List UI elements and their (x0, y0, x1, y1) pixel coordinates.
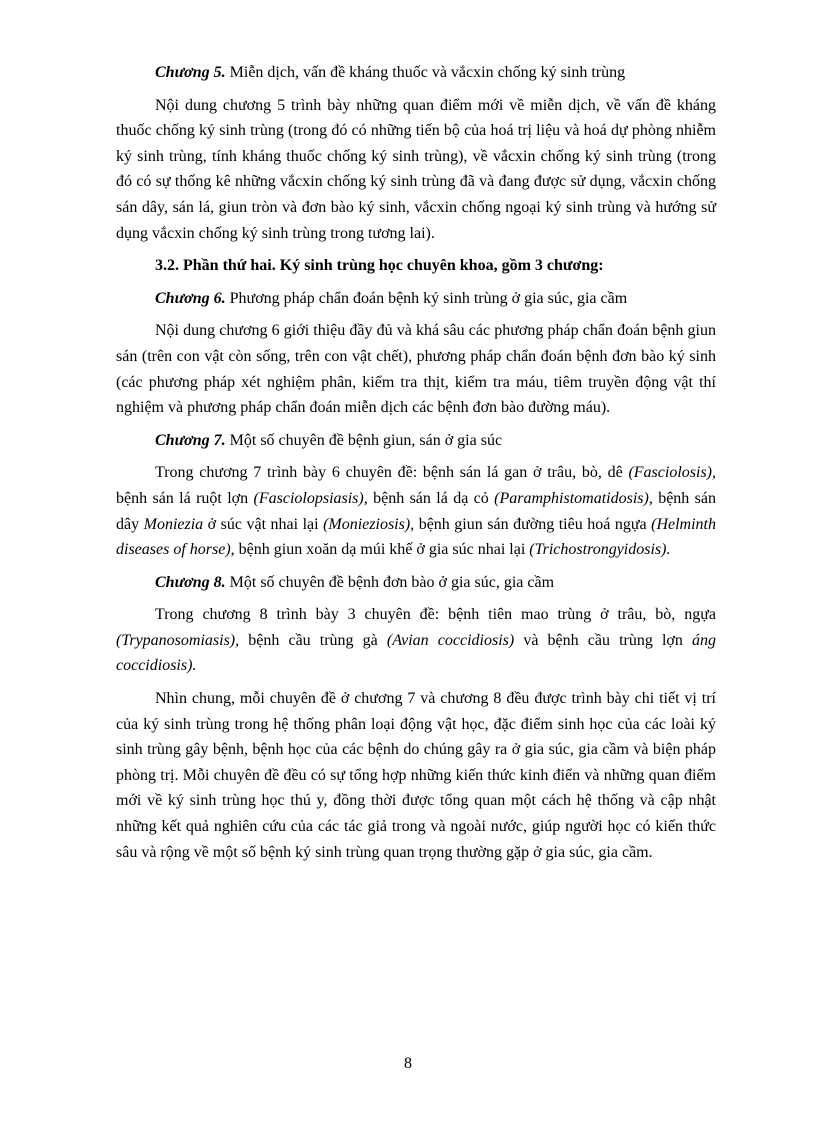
chapter-label: Chương 5. (155, 64, 226, 81)
text-run: bệnh cầu trùng gà (239, 631, 387, 649)
chapter-label: Chương 7. (155, 431, 226, 449)
text-run: Trong chương 7 trình bày 6 chuyên đề: bệnh sán lá gan ở trâu, bò, dê (155, 464, 629, 482)
chapter-label: Chương 8. (155, 573, 226, 591)
chapter-title: Phương pháp chẩn đoán bệnh ký sinh trùng ở gia súc, gia cầm (225, 289, 628, 307)
text-run: bệnh giun xoăn dạ múi khế ở gia súc nhai lại (234, 541, 530, 559)
text-run: và bệnh cầu trùng lợn (514, 631, 692, 649)
chapter-7-heading (116, 428, 716, 454)
chapter-5-heading (116, 60, 716, 86)
text-run: bệnh sán dây (116, 489, 717, 533)
chapter-7-body (116, 460, 716, 562)
text-run: ở súc vật nhai lại (203, 515, 324, 533)
chapter-8-body (116, 602, 716, 679)
latin-term: (Fasciolopsiasis), (253, 489, 368, 507)
page-content (116, 60, 716, 865)
chapter-8-heading (116, 570, 716, 596)
latin-term: (Trichostrongyidosis). (529, 541, 671, 559)
latin-term: (Fasciolosis), (628, 464, 716, 482)
summary-paragraph: Nhìn chung, mỗi chuyên đề ở chương 7 và chương 8 đều được trình bày chi tiết vị trí của ký sinh trùng trong hệ thống phân loại động vật học, đặc điểm sinh học của các loài ký sinh trùng gây bệnh, bệnh học của các bệnh do chúng gây ra ở gia súc, gia cầm và biện pháp phòng trị. Mỗi chuyên đề đều có sự tổng hợp những kiến thức kinh điển và những quan điểm mới về ký sinh trùng học thú y, đồng thời được tổng quan một cách hệ thống và cập nhật những kết quả nghiên cứu của các tác giả trong và ngoài nước, giúp người học có kiến thức sâu và rộng về một số bệnh ký sinh trùng quan trọng thường gặp ở gia súc, gia cầm. (116, 690, 716, 861)
latin-term: Moniezia (143, 515, 204, 533)
chapter-6-body: Nội dung chương 6 giới thiệu đầy đủ và khá sâu các phương pháp chẩn đoán bệnh giun sán (trên con vật còn sống, trên con vật chết), phương pháp chẩn đoán bệnh đơn bào ký sinh (các phương pháp xét nghiệm phân, kiểm tra thịt, kiểm tra máu, tiêm truyền động vật thí nghiệm và phương pháp chẩn đoán miễn dịch các bệnh đơn bào đường máu). (116, 322, 716, 417)
page-number: 8 (404, 1055, 412, 1072)
latin-term: (Avian coccidiosis) (386, 631, 515, 649)
section-heading (116, 253, 716, 279)
text-run: bệnh sán lá ruột lợn (116, 489, 254, 507)
chapter-6-heading (116, 286, 716, 312)
latin-term: (Paramphistomatidosis), (494, 489, 653, 507)
latin-term: (Monieziosis), (323, 515, 415, 533)
latin-term: (Helminth diseases of horse), (116, 515, 716, 559)
section-heading-text: 3.2. Phần thứ hai. Ký sinh trùng học chuyên khoa, gồm 3 chương: (155, 257, 604, 275)
chapter-title: Miễn dịch, vấn đề kháng thuốc và vắcxin chống ký sinh trùng (225, 64, 626, 81)
chapter-5-body: Nội dung chương 5 trình bày những quan điểm mới về miễn dịch, về vấn đề kháng thuốc chống ký sinh trùng (trong đó có những tiến bộ của hoá trị liệu và hoá dự phòng nhiễm ký sinh trùng, tính kháng thuốc chống ký sinh trùng), về vắcxin chống ký sinh trùng (trong đó có sự thống kê những vắcxin chống ký sinh trùng đã và đang được sử dụng, vắcxin chống sán dây, sán lá, giun tròn và đơn bào ký sinh, vắcxin chống ngoại ký sinh trùng và hướng sử dụng vắcxin chống ký sinh trùng trong tương lai). (116, 96, 716, 242)
text-run: bệnh sán lá dạ cỏ (367, 489, 495, 507)
chapter-label: Chương 6. (155, 289, 226, 307)
chapter-title: Một số chuyên đề bệnh giun, sán ở gia súc (225, 431, 503, 449)
chapter-title: Một số chuyên đề bệnh đơn bào ở gia súc, gia cầm (225, 573, 555, 591)
text-run: Trong chương 8 trình bày 3 chuyên đề: bệnh tiên mao trùng ở trâu, bò, ngựa (155, 606, 716, 624)
text-run: bệnh giun sán đường tiêu hoá ngựa (414, 515, 652, 533)
latin-term: (Trypanosomiasis), (116, 631, 240, 649)
latin-term: áng coccidiosis). (116, 631, 716, 675)
